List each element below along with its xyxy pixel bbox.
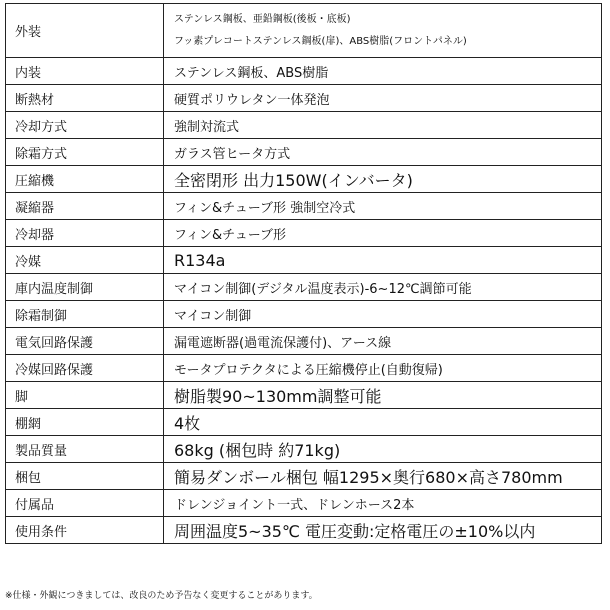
spec-value: モータプロテクタによる圧縮機停止(自動復帰): [164, 355, 602, 382]
spec-label: 冷媒: [6, 247, 164, 274]
spec-row-evaporator: [6, 220, 602, 247]
spec-row-weight: [6, 436, 602, 463]
spec-value: マイコン制御: [164, 301, 602, 328]
spec-label: 除霜制御: [6, 301, 164, 328]
spec-row-exterior: [6, 4, 602, 58]
spec-value: [164, 4, 602, 58]
spec-value-line: ステンレス鋼板、亜鉛鋼板(後板・底板): [174, 13, 351, 25]
spec-row-cooling-method: [6, 112, 602, 139]
spec-table: [5, 3, 602, 544]
spec-row-packaging: [6, 463, 602, 490]
spec-row-operating-conditions: [6, 517, 602, 544]
spec-row-electrical-protection: [6, 328, 602, 355]
spec-value: 68kg (梱包時 約71kg): [164, 436, 602, 463]
spec-row-refrigerant: [6, 247, 602, 274]
spec-row-condenser: [6, 193, 602, 220]
spec-row-defrost-control: [6, 301, 602, 328]
spec-value: ガラス管ヒータ方式: [164, 139, 602, 166]
spec-value: フィン&チューブ形: [164, 220, 602, 247]
spec-value: 強制対流式: [164, 112, 602, 139]
spec-value-line: フッ素プレコートステンレス鋼板(扉)、ABS樹脂(フロントパネル): [174, 35, 467, 47]
spec-row-legs: [6, 382, 602, 409]
spec-value: 漏電遮断器(過電流保護付)、アース線: [164, 328, 602, 355]
spec-row-accessories: [6, 490, 602, 517]
spec-value: フィン&チューブ形 強制空冷式: [164, 193, 602, 220]
spec-row-interior: [6, 58, 602, 85]
spec-row-insulation: [6, 85, 602, 112]
spec-label: 凝縮器: [6, 193, 164, 220]
spec-value: 硬質ポリウレタン一体発泡: [164, 85, 602, 112]
spec-label: 冷却方式: [6, 112, 164, 139]
spec-label: 外装: [6, 4, 164, 58]
spec-row-refrigerant-protection: [6, 355, 602, 382]
spec-label: 庫内温度制御: [6, 274, 164, 301]
spec-row-compressor: [6, 166, 602, 193]
spec-label: 使用条件: [6, 517, 164, 544]
spec-value: 樹脂製90~130mm調整可能: [164, 382, 602, 409]
spec-label: 内装: [6, 58, 164, 85]
spec-value: マイコン制御(デジタル温度表示)-6~12℃調節可能: [164, 274, 602, 301]
spec-label: 冷却器: [6, 220, 164, 247]
spec-label: 脚: [6, 382, 164, 409]
spec-label: 梱包: [6, 463, 164, 490]
spec-label: 断熱材: [6, 85, 164, 112]
spec-label: 付属品: [6, 490, 164, 517]
spec-label: 除霜方式: [6, 139, 164, 166]
spec-row-shelves: [6, 409, 602, 436]
footnote: ※仕様・外観につきましては、改良のため予告なく変更することがあります。: [5, 591, 318, 601]
spec-value: 簡易ダンボール梱包 幅1295×奥行680×高さ780mm: [164, 463, 602, 490]
spec-row-temperature-control: [6, 274, 602, 301]
spec-label: 冷媒回路保護: [6, 355, 164, 382]
spec-value: 全密閉形 出力150W(インバータ): [164, 166, 602, 193]
spec-value: ドレンジョイント一式、ドレンホース2本: [164, 490, 602, 517]
spec-label: 製品質量: [6, 436, 164, 463]
spec-value: R134a: [164, 247, 602, 274]
spec-value: 4枚: [164, 409, 602, 436]
spec-value: ステンレス鋼板、ABS樹脂: [164, 58, 602, 85]
spec-label: 棚網: [6, 409, 164, 436]
spec-row-defrost-method: [6, 139, 602, 166]
spec-label: 圧縮機: [6, 166, 164, 193]
spec-label: 電気回路保護: [6, 328, 164, 355]
spec-value: 周囲温度5~35℃ 電圧変動:定格電圧の±10%以内: [164, 517, 602, 544]
